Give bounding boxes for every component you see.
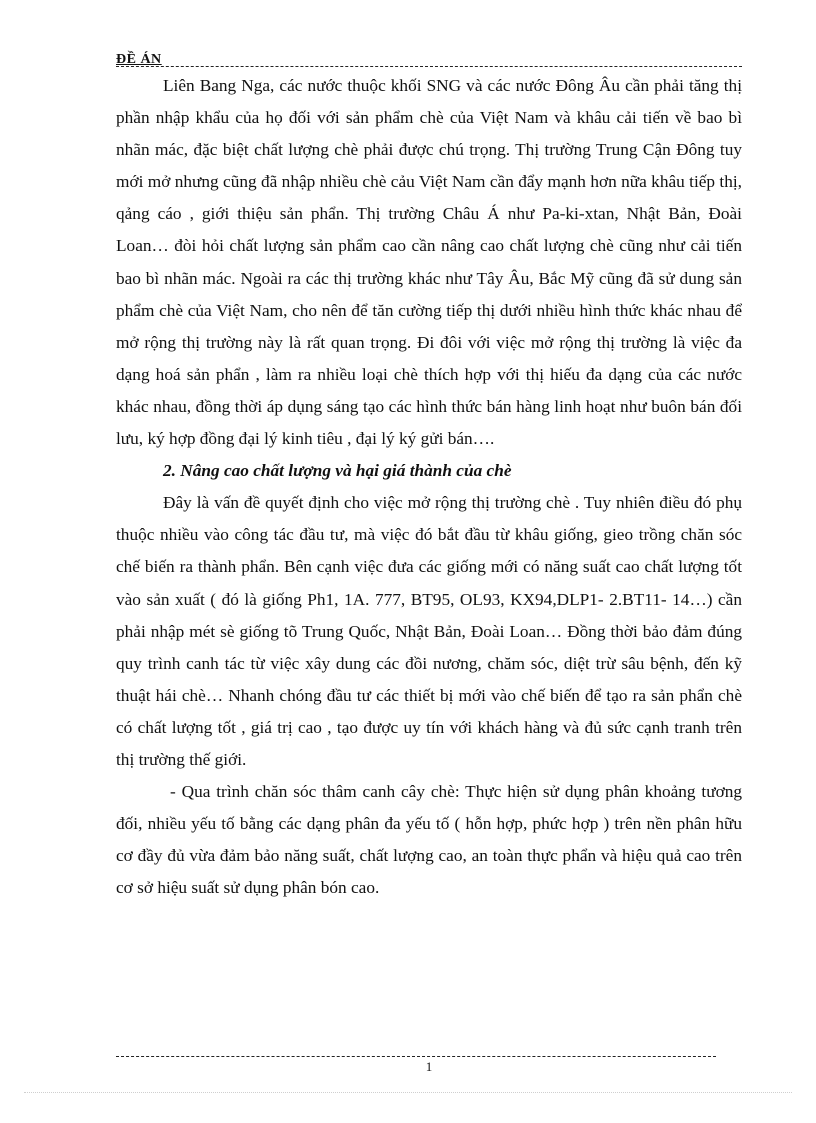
- page-bottom-edge: [24, 1092, 792, 1093]
- document-title: ĐỀ ÁN: [116, 52, 162, 67]
- paragraph-quality-investment: Đây là vấn đề quyết định cho việc mở rộng thị trường chè . Tuy nhiên điều đó phụ thuộc nhiều vào công tác đầu tư, mà việc đó bắt đầu từ khâu giống, gieo trồng chăn sóc chế biến ra thành phẩn. Bên cạnh việc đưa các giống mới có năng suất cao chất lượng tốt vào sản xuất ( đó là giống Ph1, 1A. 777, BT95, OL93, KX94,DLP1- 2.BT11- 14…) cần phải nhập mét sè giống tõ Trung Quốc, Nhật Bản, Đoài Loan… Đồng thời bảo đảm đúng quy trình canh tác từ việc xây dung các đồi nương, chăm sóc, diệt trừ sâu bệnh, đến kỹ thuật hái chè… Nhanh chóng đầu tư các thiết bị mới vào chế biến để tạo ra sản phẩn chè có chất lượng tốt , giá trị cao , tạo được uy tín với khách hàng và đủ sức cạnh tranh trên thị trường thế giới.: [116, 493, 742, 769]
- section-heading: 2. Nâng cao chất lượng và hại giá thành của chè: [163, 461, 512, 481]
- footer-divider: [116, 1056, 716, 1057]
- page-number: 1: [425, 1059, 433, 1074]
- paragraph-cultivation-process: - Qua trình chăn sóc thâm canh cây chè: Thực hiện sử dụng phân khoảng tương đối, nhiều yếu tố bằng các dạng phân đa yếu tố ( hỗn hợp, phức hợp ) trên nền phân hữu cơ đầy đủ vừa đảm bảo năng suất, chất lượng cao, an toàn thực phẩn và hiệu quả cao trên cơ sở hiệu suất sử dụng phân bón cao.: [116, 782, 742, 898]
- page-header: [116, 50, 742, 67]
- paragraph-market-expansion: Liên Bang Nga, các nước thuộc khối SNG và các nước Đông Âu cần phải tăng thị phần nhập khẩu của họ đối với sản phẩm chè của Việt Nam và khâu cải tiến về bao bì nhãn mác, đặc biệt chất lượng chè phải được chú trọng. Thị trường Trung Cận Đông tuy mới mở nhưng cũng đã nhập nhiều chè cảu Việt Nam cần đẩy mạnh hơn nữa khâu tiếp thị, qảng cáo , giới thiệu sản phẩn. Thị trường Châu Á như Pa-ki-xtan, Nhật Bản, Đoài Loan… đòi hỏi chất lượng sản phẩm cao cần nâng cao chất lượng chè cũng như cải tiến bao bì nhãn mác. Ngoài ra các thị trường khác như Tây Âu, Bắc Mỹ cũng đã sử dung sản phẩm chè của Việt Nam, cho nên để tăn cường tiếp thị dưới nhiều hình thức khác nhau để mở rộng thị trường này là rất quan trọng. Đi đôi với việc mở rộng thị trường là việc đa dạng hoá sản phẩn , làm ra nhiều loại chè thích hợp với thị hiếu đa dạng của các nước khác nhau, đồng thời áp dụng sáng tạo các hình thức bán hàng linh hoạt như buôn bán đối lưu, ký hợp đồng đại lý kinh tiêu , đại lý ký gửi bán….: [116, 76, 742, 449]
- document-body: [116, 70, 742, 904]
